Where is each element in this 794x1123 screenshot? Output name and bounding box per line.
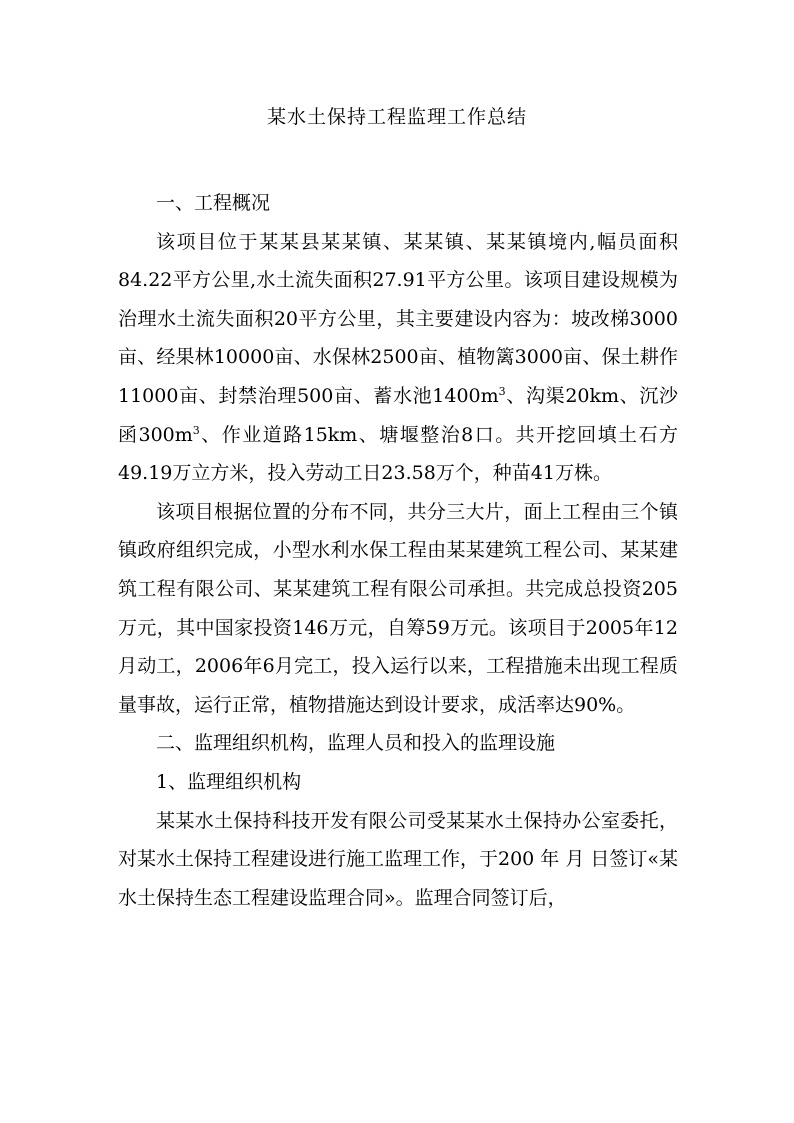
document-body	[118, 184, 678, 917]
paragraph-project-distribution: 该项目根据位置的分布不同，共分三大片，面上工程由三个镇镇政府组织完成，小型水利水保工程由某某建筑工程公司、某某建筑工程有限公司、某某建筑工程有限公司承担。共完成总投资205万元，其中国家投资146万元，自筹59万元。该项目于2005年12月动工，2006年6月完工，投入运行以来，工程措施未出现工程质量事故，运行正常，植物措施达到设计要求，成活率达90%。	[118, 500, 678, 716]
paragraph-text: 、作业道路15km、塘堰整治8口。共开挖回填土石方49.19万立方米，投入劳动工日23.58万个，种苗41万株。	[118, 423, 678, 485]
section-heading-overview: 一、工程概况	[156, 192, 271, 214]
paragraph-project-location	[118, 223, 678, 493]
document-title: 某水土保持工程监理工作总结	[266, 106, 527, 128]
paragraph-text: 该项目位于某某县某某镇、某某镇、某某镇境内,幅员面积84.22平方公里,水土流失面积27.91平方公里。该项目建设规模为治理水土流失面积20平方公里，其主要建设内容为：坡改梯3000亩、经果林10000亩、水保林2500亩、植物篱3000亩、保土耕作11000亩、封禁治理500亩、蓄水池1400m	[118, 230, 678, 407]
section-heading-organization: 二、监理组织机构，监理人员和投入的监理设施	[156, 732, 556, 755]
superscript: 3	[192, 423, 200, 437]
superscript: 3	[498, 384, 506, 398]
paragraph-supervision-contract: 某某水土保持科技开发有限公司受某某水土保持办公室委托，对某水土保持工程建设进行施工监理工作，于200 年 月 日签订«某水土保持生态工程建设监理合同»。监理合同签订后，	[118, 809, 679, 909]
paragraph-text: 、沟渠20km、沉沙函300m	[118, 384, 678, 446]
subsection-heading-structure: 1、监理组织机构	[156, 770, 302, 793]
